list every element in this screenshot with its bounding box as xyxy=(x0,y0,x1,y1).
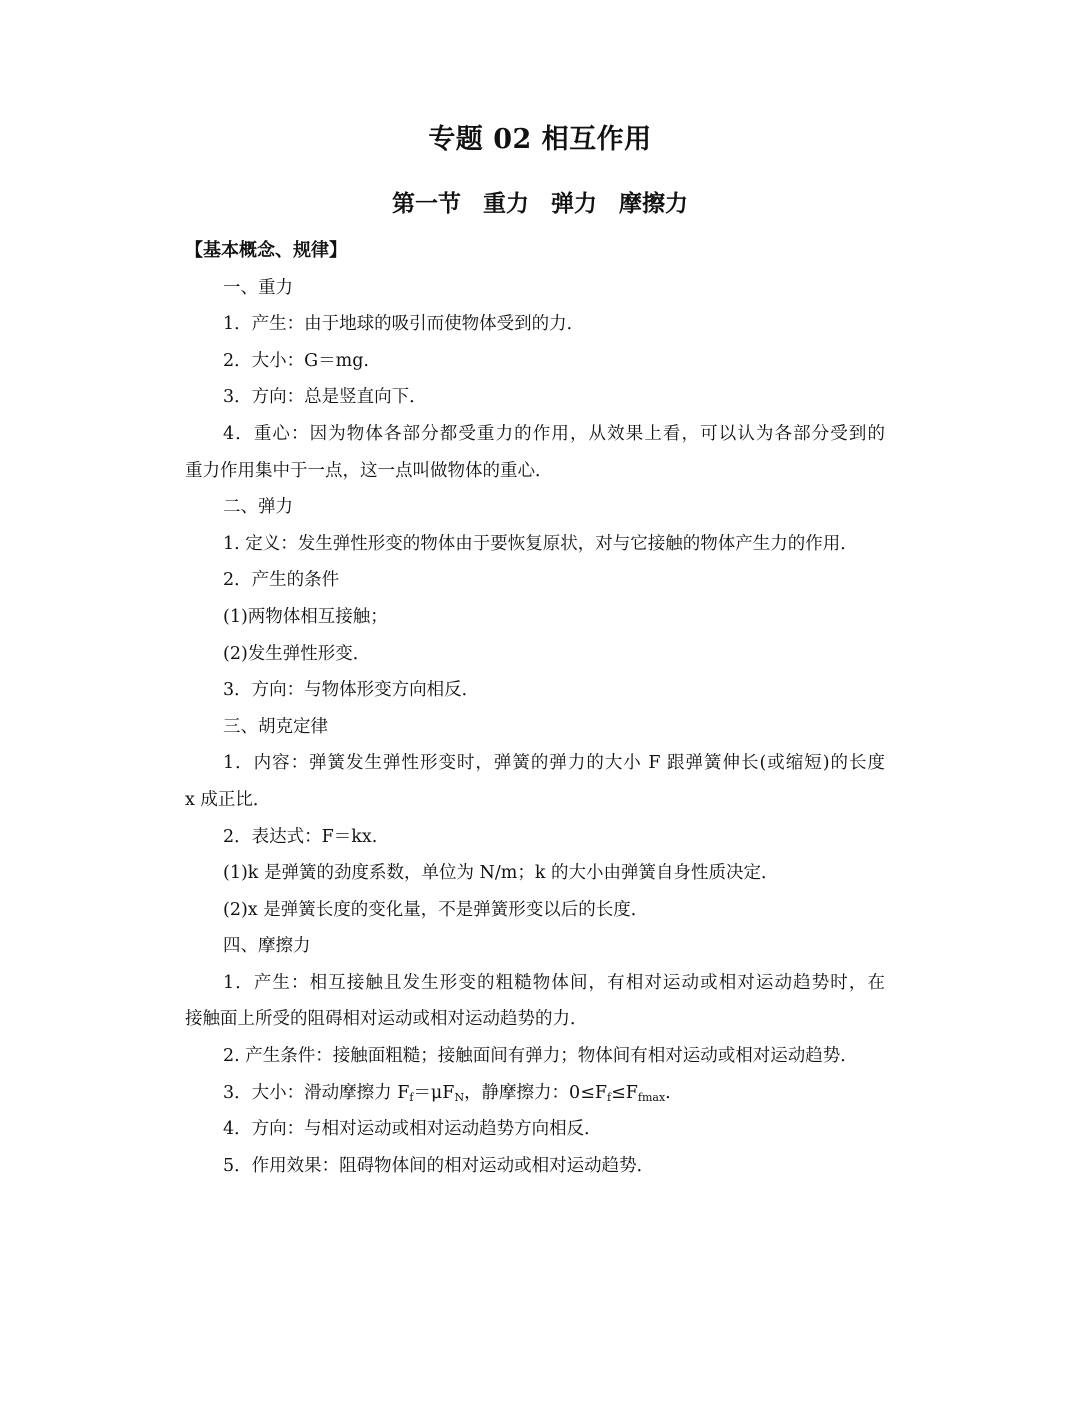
friction-magnitude-line xyxy=(185,1075,895,1112)
paragraph-line: 接触面上所受的阻碍相对运动或相对运动趋势的力． xyxy=(185,1009,588,1030)
paragraph-line: 5．作用效果：阻碍物体间的相对运动或相对运动趋势． xyxy=(223,1155,655,1176)
paragraph-line: 2．表达式：F＝kx. xyxy=(223,826,378,847)
paragraph-line: 4．方向：与相对运动或相对运动趋势方向相反． xyxy=(223,1119,602,1140)
paragraph-line: (2)x 是弹簧长度的变化量，不是弹簧形变以后的长度． xyxy=(223,899,649,920)
paragraph-line: 4．重心：因为物体各部分都受重力的作用，从效果上看，可以认为各部分受到的 xyxy=(223,423,885,444)
paragraph-line: 1. 定义：发生弹性形变的物体由于要恢复原状，对与它接触的物体产生力的作用． xyxy=(223,533,858,554)
text-run: ＝μF xyxy=(413,1082,455,1103)
paragraph-line: 重力作用集中于一点，这一点叫做物体的重心． xyxy=(185,460,553,481)
heading-friction: 四、摩擦力 xyxy=(223,936,311,957)
subscript-f: f xyxy=(409,1090,414,1104)
text-run: ，静摩擦力：0≤F xyxy=(464,1082,608,1103)
subscript-fmax: fmax xyxy=(637,1090,666,1104)
subscript-f: f xyxy=(607,1090,612,1104)
paragraph-line: (1)k 是弹簧的劲度系数，单位为 N/m；k 的大小由弹簧自身性质决定． xyxy=(223,863,779,884)
paragraph-line: 2．产生的条件 xyxy=(223,570,340,591)
section-subtitle: 第一节 重力 弹力 摩擦力 xyxy=(391,190,689,217)
document-body xyxy=(185,233,895,1184)
text-run: 3．大小：滑动摩擦力 F xyxy=(223,1082,410,1103)
paragraph-line: 2. 产生条件：接触面粗糙；接触面间有弹力；物体间有相对运动或相对运动趋势． xyxy=(223,1046,858,1067)
paragraph-line: 1．产生：相互接触且发生形变的粗糙物体间，有相对运动或相对运动趋势时，在 xyxy=(223,972,885,993)
paragraph-line: (1)两物体相互接触； xyxy=(223,606,388,627)
paragraph-line: 3．方向：总是竖直向下． xyxy=(223,387,427,408)
heading-elastic-force: 二、弹力 xyxy=(223,497,293,518)
text-run: ≤F xyxy=(611,1082,638,1103)
paragraph-line: x 成正比． xyxy=(185,789,271,810)
paragraph-line: 1．内容：弹簧发生弹性形变时，弹簧的弹力的大小 F 跟弹簧伸长(或缩短)的长度 xyxy=(223,753,885,774)
paragraph-line: 3．方向：与物体形变方向相反． xyxy=(223,680,480,701)
subscript-n: N xyxy=(454,1090,465,1104)
document-title: 专题 02 相互作用 xyxy=(428,124,652,155)
section-heading: 【基本概念、规律】 xyxy=(185,240,347,261)
heading-gravity: 一、重力 xyxy=(223,277,293,298)
paragraph-line: 1．产生：由于地球的吸引而使物体受到的力． xyxy=(223,314,585,335)
text-run: . xyxy=(665,1082,671,1103)
paragraph-line: 2．大小：G＝mg. xyxy=(223,350,369,371)
heading-hookes-law: 三、胡克定律 xyxy=(223,716,328,737)
paragraph-line: (2)发生弹性形变． xyxy=(223,643,371,664)
